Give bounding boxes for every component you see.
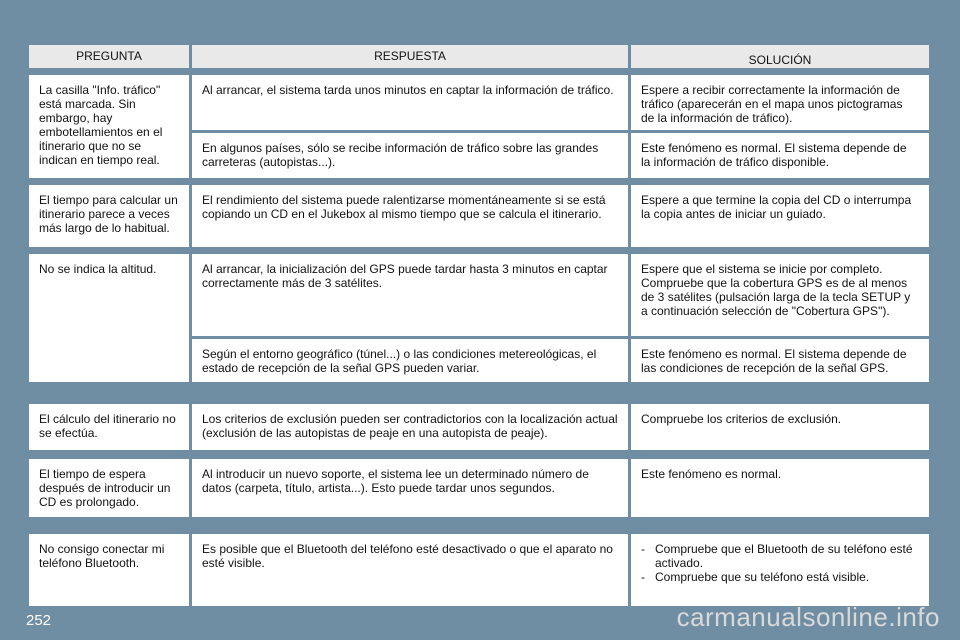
question-cell — [29, 459, 189, 517]
solution-text: Este fenómeno es normal. El sistema depende de las condiciones de recepción de la señal GPS. — [641, 347, 907, 375]
solution-cell — [631, 75, 929, 130]
response-text: Al arrancar, la inicialización del GPS puede tardar hasta 3 minutos en captar correctamente más de 3 satélites. — [202, 262, 608, 290]
page-number: 252 — [26, 612, 52, 629]
solution-cell — [631, 534, 929, 606]
solution-cell — [631, 404, 929, 450]
question-cell — [29, 534, 189, 606]
response-cell — [192, 534, 628, 606]
solution-cell — [631, 339, 929, 382]
response-cell — [192, 75, 628, 130]
solution-text: Espere a recibir correctamente la información de tráfico (aparecerán en el mapa unos pictogramas de la información de tráfico). — [641, 83, 903, 125]
solution-text: Este fenómeno es normal. — [641, 467, 782, 481]
response-cell — [192, 404, 628, 450]
header-solucion-label: SOLUCIÓN — [748, 53, 812, 67]
question-cell — [29, 254, 189, 382]
solution-list — [641, 542, 919, 584]
header-respuesta — [192, 45, 628, 68]
solution-text: Espere que el sistema se inicie por completo. Compruebe que la cobertura GPS es de al menos de 3 satélites (pulsación larga de la tecla SETUP y a continuación selección de "Cobertura GPS"). — [641, 262, 911, 318]
response-cell — [192, 459, 628, 517]
header-respuesta-label: RESPUESTA — [374, 49, 446, 63]
solution-text: Este fenómeno es normal. El sistema depende de la información de tráfico disponible. — [641, 141, 907, 169]
question-cell — [29, 404, 189, 450]
response-text: Los criterios de exclusión pueden ser contradictorios con la localización actual (exclusión de las autopistas de peaje en una autopista de peaje). — [202, 412, 618, 440]
question-text: El tiempo para calcular un itinerario parece a veces más largo de lo habitual. — [39, 193, 178, 235]
response-text: Es posible que el Bluetooth del teléfono esté desactivado o que el aparato no esté visible. — [202, 542, 613, 570]
solution-text: Espere a que termine la copia del CD o interrumpa la copia antes de iniciar un guiado. — [641, 193, 912, 221]
solution-text: Compruebe los criterios de exclusión. — [641, 412, 842, 426]
solution-list-item: - Compruebe que su teléfono está visible. — [641, 570, 919, 584]
solution-cell — [631, 185, 929, 247]
header-pregunta — [29, 45, 189, 68]
question-text: No consigo conectar mi teléfono Bluetooth. — [39, 542, 165, 570]
question-text: El cálculo del itinerario no se efectúa. — [39, 412, 176, 440]
solution-cell — [631, 133, 929, 178]
response-text: Al arrancar, el sistema tarda unos minutos en captar la información de tráfico. — [202, 83, 614, 97]
watermark: carmanualsonline.info — [676, 602, 940, 632]
response-text: Al introducir un nuevo soporte, el sistema lee un determinado número de datos (carpeta, título, artista...). Esto puede tardar unos segundos. — [202, 467, 589, 495]
question-cell — [29, 185, 189, 247]
response-text: En algunos países, sólo se recibe información de tráfico sobre las grandes carreteras (autopistas...). — [202, 141, 599, 169]
question-text: No se indica la altitud. — [39, 262, 157, 276]
response-cell — [192, 339, 628, 382]
response-text: Según el entorno geográfico (túnel...) o las condiciones metereológicas, el estado de recepción de la señal GPS pueden variar. — [202, 347, 597, 375]
header-pregunta-label: PREGUNTA — [76, 49, 142, 63]
solution-cell — [631, 254, 929, 336]
question-text: El tiempo de espera después de introducir un CD es prolongado. — [39, 467, 171, 509]
response-text: El rendimiento del sistema puede ralentizarse momentáneamente si se está copiando un CD en el Jukebox al mismo tiempo que se calcula el itinerario. — [202, 193, 606, 221]
response-cell — [192, 185, 628, 247]
response-cell — [192, 133, 628, 178]
question-text: La casilla "Info. tráfico" está marcada. Sin embargo, hay embotellamientos en el itinerario que no se indican en tiempo real. — [39, 83, 163, 167]
header-solucion — [631, 45, 929, 68]
solution-cell — [631, 459, 929, 517]
solution-list-item: - Compruebe que el Bluetooth de su teléfono esté activado. — [641, 542, 919, 570]
response-cell — [192, 254, 628, 336]
question-cell — [29, 75, 189, 178]
